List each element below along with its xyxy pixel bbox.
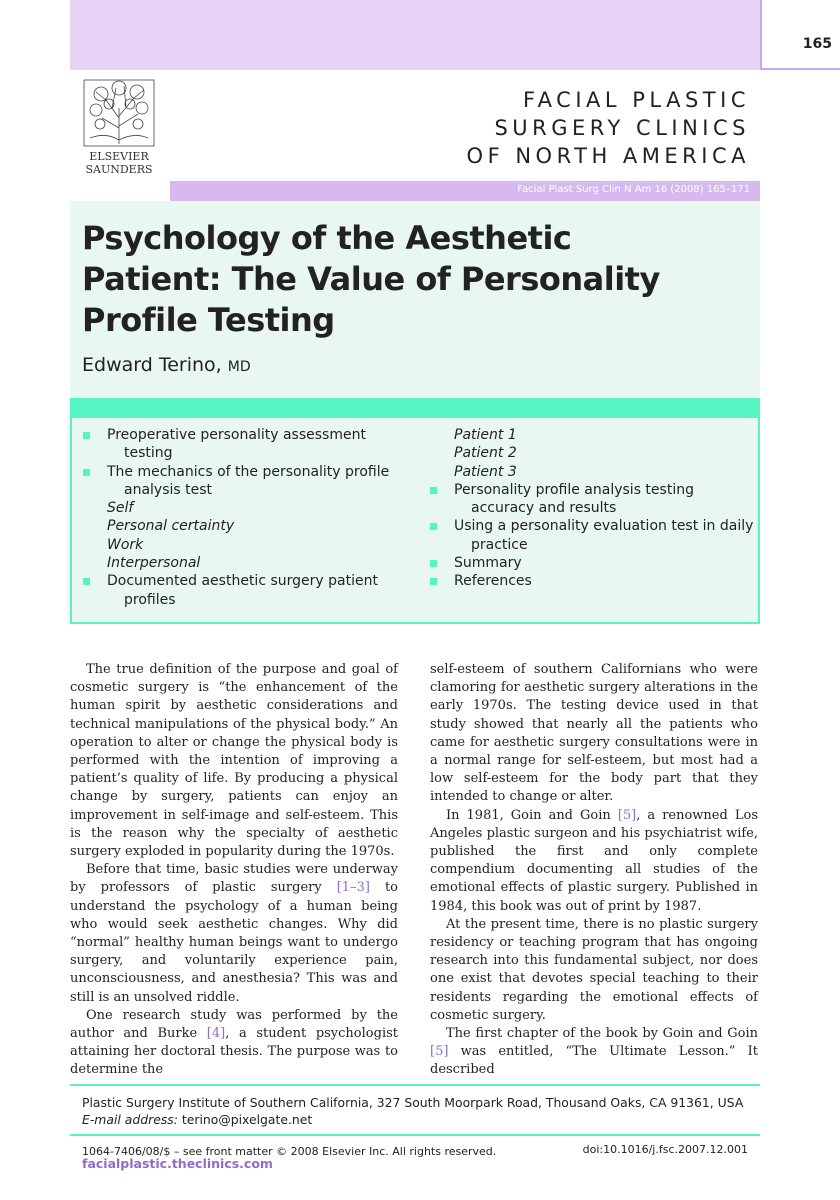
toc-item-label: References — [454, 573, 532, 590]
toc-item[interactable] — [107, 463, 407, 500]
article-title-line: Profile Testing — [82, 301, 335, 339]
toc-item-label-continued: accuracy and results — [471, 500, 617, 517]
affiliation — [82, 1094, 743, 1128]
body-right-column — [430, 661, 758, 1080]
body-paragraph — [430, 1025, 758, 1080]
toc-item-label: Patient 1 — [454, 427, 517, 443]
author — [82, 354, 251, 376]
toc-item-label-continued: analysis test — [124, 481, 213, 498]
citation-link[interactable]: [5] — [617, 807, 637, 823]
citation-link[interactable]: [4] — [206, 1026, 226, 1042]
body-paragraph: self-esteem of southern Californians who were clamoring for aesthetic surgery alterations in the early 1970s. The testing device used in that study showed that nearly all the patients who came for aesthetic surgery consultations were in a normal range for self-esteem, but most had a low self-esteem for the body part that they intended to change or alter. — [430, 662, 758, 805]
toc-item-label: Using a personality evaluation test in daily — [454, 518, 754, 535]
paragraph-text: was entitled, “The Ultimate Lesson.” It described — [430, 1044, 758, 1078]
toc-item[interactable] — [454, 426, 754, 444]
email-label: E-mail address: — [82, 1112, 178, 1127]
toc-left-column — [107, 426, 407, 609]
toc-item-label: Documented aesthetic surgery patient — [107, 573, 378, 590]
paragraph-text: Before that time, basic studies were underway by professors of plastic surgery — [70, 862, 398, 896]
paragraph-text: In 1981, Goin and Goin — [446, 807, 618, 823]
toc-right-column — [454, 426, 754, 591]
body-paragraph: At the present time, there is no plastic surgery residency or teaching program that has ongoing research into this fundamental subject, nor does one exist that devotes special teaching to their residents regarding the emotional effects of cosmetic surgery. — [430, 916, 758, 1023]
toc-item-label: Personal certainty — [107, 518, 235, 535]
toc-item-label: Preoperative personality assessment — [107, 427, 366, 443]
body-paragraph — [70, 1007, 398, 1080]
toc-item-label-continued: testing — [124, 445, 173, 462]
toc-item[interactable] — [454, 444, 754, 462]
toc-item-label: Summary — [454, 555, 522, 572]
article-title-line: Psychology of the Aesthetic — [82, 219, 572, 257]
citation: Facial Plast Surg Clin N Am 16 (2008) 165–171 — [517, 184, 750, 195]
article-title — [82, 218, 722, 341]
copyright: 1064-7406/08/$ – see front matter © 2008 Elsevier Inc. All rights reserved. — [82, 1145, 497, 1158]
toc-item[interactable] — [107, 572, 407, 609]
logo-text-saunders: SAUNDERS — [85, 163, 153, 176]
paragraph-text: , a renowned Los Angeles plastic surgeon and his psychiatrist wife, published the first and only complete compendium documenting all studies of the emotional effects of plastic surgery. Published in 1984, this book was out of print by 1987. — [430, 807, 758, 914]
toc-item-label: Work — [107, 536, 144, 553]
journal-title-line: OF NORTH AMERICA — [466, 144, 750, 168]
toc-item-label-continued: practice — [471, 536, 528, 553]
paragraph-text: One research study was performed by the author and Burke — [70, 1007, 398, 1042]
page-number: 165 — [802, 36, 832, 52]
toc-item[interactable] — [454, 554, 754, 572]
toc-item-label: Self — [107, 500, 134, 517]
body-paragraph — [430, 807, 758, 916]
body-paragraph: The true definition of the purpose and goal of cosmetic surgery is “the enhancement of the human spirit by aesthetic considerations and technical manipulations of the physical body.” An operation to alter or change the physical body is performed with the intention of improving a patient’s quality of life. By producing a physical change by surgery, patients can enjoy an improvement in self-image and self-esteem. This is the reason why the specialty of aesthetic surgery exploded in popularity during the 1970s. — [70, 662, 398, 860]
journal-title — [380, 86, 750, 170]
header-band — [70, 0, 760, 70]
toc-item-label: Patient 3 — [454, 463, 517, 480]
footer-rule — [70, 1134, 760, 1136]
toc-item[interactable] — [107, 426, 407, 463]
affiliation-text: Plastic Surgery Institute of Southern California, 327 South Moorpark Road, Thousand Oaks, CA 91361, USA — [82, 1095, 744, 1110]
journal-url-link[interactable]: facialplastic.theclinics.com — [82, 1156, 273, 1171]
toc-item-label: Patient 2 — [454, 445, 517, 462]
paragraph-text: to understand the psychology of a human being who would seek aesthetic changes. Why did “normal” healthy human beings want to undergo surgery, and voluntarily experience pain, unconsciousness, and anesthesia? This was and still is an unsolved riddle. — [70, 880, 398, 1005]
toc-item[interactable] — [107, 554, 407, 572]
toc-item[interactable] — [107, 517, 407, 535]
toc-item[interactable] — [454, 481, 754, 518]
table-of-contents — [70, 418, 760, 624]
toc-item-label: Personality profile analysis testing — [454, 481, 694, 498]
toc-header-bar — [70, 398, 760, 418]
author-degree: MD — [227, 359, 251, 375]
toc-item-label: Interpersonal — [107, 555, 201, 572]
toc-item-label: The mechanics of the personality profile — [107, 463, 390, 480]
toc-item[interactable] — [107, 499, 407, 517]
email-line — [82, 1111, 743, 1128]
elsevier-logo — [76, 78, 162, 176]
paragraph-text: The first chapter of the book by Goin and Goin — [446, 1026, 758, 1042]
doi: doi:10.1016/j.fsc.2007.12.001 — [582, 1143, 748, 1156]
toc-item-label-continued: profiles — [124, 591, 176, 608]
toc-item[interactable] — [454, 572, 754, 590]
toc-item[interactable] — [454, 517, 754, 554]
author-name: Edward Terino, — [82, 354, 222, 376]
footer-rule — [70, 1084, 760, 1086]
toc-item[interactable] — [107, 536, 407, 554]
page-number-box — [760, 0, 840, 70]
journal-title-line: SURGERY CLINICS — [494, 116, 750, 140]
citation-link[interactable]: [5] — [430, 1044, 449, 1060]
body-left-column — [70, 661, 398, 1080]
citation-link[interactable]: [1–3] — [336, 880, 370, 896]
journal-title-line: FACIAL PLASTIC — [523, 88, 750, 112]
email-address[interactable]: terino@pixelgate.net — [181, 1112, 313, 1127]
paragraph-text: , a student psychologist attaining her doctoral thesis. The purpose was to determine the — [70, 1026, 398, 1078]
body-paragraph — [70, 861, 398, 1007]
toc-item[interactable] — [454, 463, 754, 481]
logo-text-elsevier: ELSEVIER — [89, 150, 149, 163]
article-title-line: Patient: The Value of Personality — [82, 260, 660, 298]
